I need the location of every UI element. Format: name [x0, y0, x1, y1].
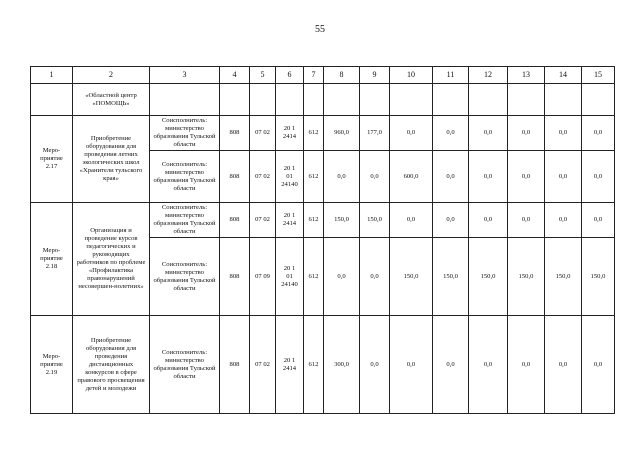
cell-c15: 0,0: [582, 116, 615, 151]
col-header-9: 9: [360, 67, 390, 84]
cell-c10: 0,0: [390, 203, 433, 238]
measure-id-line: 2.17: [45, 163, 58, 170]
code-line: 20 1: [283, 164, 296, 172]
measure-id: [31, 316, 73, 414]
cell-c10: 150,0: [390, 238, 433, 316]
continuation-empty: [31, 84, 73, 116]
code-line: 01: [286, 172, 293, 180]
code-line: 20 1: [283, 125, 296, 132]
col-header-8: 8: [324, 67, 360, 84]
cell-c14: 0,0: [545, 151, 582, 203]
code-line: 24140: [281, 280, 298, 288]
table-row: [31, 203, 615, 238]
cell-c6: [276, 316, 304, 414]
empty-cell: [276, 84, 304, 116]
code-line: 2414: [282, 220, 297, 227]
cell-c8: 0,0: [324, 238, 360, 316]
cell-c5: 07 02: [250, 116, 276, 151]
code-line: 01: [286, 272, 293, 280]
table-row: [31, 316, 615, 414]
measure-name: Организация и проведение курсов педагогических и руководящих работников по проблеме «Профилактика правонарушений несовершен-нолетних»: [73, 203, 150, 316]
cell-c7: 612: [304, 238, 324, 316]
cell-c11: 0,0: [433, 203, 469, 238]
continuation-name: «Областной центр «ПОМОЩЬ»: [73, 84, 150, 116]
cell-c14: 150,0: [545, 238, 582, 316]
code-line: 2414: [282, 133, 297, 140]
measure-id-line: 2.19: [45, 368, 58, 376]
page-number: 55: [315, 24, 325, 35]
cell-c14: 0,0: [545, 203, 582, 238]
budget-table: [30, 66, 615, 414]
cell-c9: 0,0: [360, 238, 390, 316]
code-line: 24140: [281, 180, 298, 188]
cell-c13: 0,0: [508, 151, 545, 203]
cell-c14: 0,0: [545, 116, 582, 151]
measure-id-line: Меро-: [42, 147, 61, 154]
col-header-6: 6: [276, 67, 304, 84]
measure-executor: Соисполнитель: министерство образования Тульской области: [150, 151, 220, 203]
cell-c7: 612: [304, 316, 324, 414]
table-row: [31, 116, 615, 151]
cell-c11: 150,0: [433, 238, 469, 316]
code-line: 20 1: [283, 212, 296, 219]
cell-c10: 0,0: [390, 116, 433, 151]
col-header-3: 3: [150, 67, 220, 84]
measure-name: Приобретение оборудования для проведения летних экологических школ «Хранители тульского края»: [73, 116, 150, 203]
empty-cell: [304, 84, 324, 116]
cell-c13: 0,0: [508, 116, 545, 151]
cell-c13: 0,0: [508, 316, 545, 414]
cell-c15: 0,0: [582, 316, 615, 414]
cell-c11: 0,0: [433, 116, 469, 151]
cell-c12: 0,0: [469, 316, 508, 414]
cell-c13: 0,0: [508, 203, 545, 238]
empty-cell: [390, 84, 433, 116]
code-line: 20 1: [283, 264, 296, 272]
col-header-4: 4: [220, 67, 250, 84]
cell-c9: 0,0: [360, 316, 390, 414]
measure-id-line: Меро-: [42, 247, 61, 254]
col-header-15: 15: [582, 67, 615, 84]
measure-id-line: приятие: [40, 255, 63, 262]
cell-c8: 150,0: [324, 203, 360, 238]
cell-c12: 150,0: [469, 238, 508, 316]
cell-c4: 808: [220, 116, 250, 151]
cell-c5: 07 02: [250, 151, 276, 203]
col-header-12: 12: [469, 67, 508, 84]
cell-c8: 0,0: [324, 151, 360, 203]
cell-c8: 960,0: [324, 116, 360, 151]
measure-name: Приобретение оборудования для проведения дистанционных конкурсов в сфере правового просвещения детей и молодежи: [73, 316, 150, 414]
col-header-11: 11: [433, 67, 469, 84]
measure-id: [31, 203, 73, 316]
cell-c4: 808: [220, 238, 250, 316]
cell-c12: 0,0: [469, 116, 508, 151]
cell-c6: [276, 116, 304, 151]
cell-c10: 600,0: [390, 151, 433, 203]
cell-c15: 0,0: [582, 203, 615, 238]
empty-cell: [220, 84, 250, 116]
empty-cell: [469, 84, 508, 116]
cell-c9: 0,0: [360, 151, 390, 203]
cell-c7: 612: [304, 203, 324, 238]
cell-c10: 0,0: [390, 316, 433, 414]
cell-c6: [276, 203, 304, 238]
cell-c4: 808: [220, 316, 250, 414]
cell-c12: 0,0: [469, 203, 508, 238]
cell-c14: 0,0: [545, 316, 582, 414]
empty-cell: [582, 84, 615, 116]
cell-c6: [276, 151, 304, 203]
cell-c5: 07 09: [250, 238, 276, 316]
empty-cell: [545, 84, 582, 116]
col-header-2: 2: [73, 67, 150, 84]
code-line: 20 1: [283, 356, 296, 364]
cell-c11: 0,0: [433, 316, 469, 414]
continuation-row: [31, 84, 615, 116]
empty-cell: [250, 84, 276, 116]
col-header-7: 7: [304, 67, 324, 84]
col-header-10: 10: [390, 67, 433, 84]
code-line: 2414: [282, 364, 297, 372]
col-header-5: 5: [250, 67, 276, 84]
measure-executor: Соисполнитель: министерство образования Тульской области: [150, 203, 220, 238]
measure-executor: Соисполнитель: министерство образования Тульской области: [150, 238, 220, 316]
cell-c12: 0,0: [469, 151, 508, 203]
cell-c9: 150,0: [360, 203, 390, 238]
cell-c15: 150,0: [582, 238, 615, 316]
cell-c9: 177,0: [360, 116, 390, 151]
measure-id-line: Меро-: [42, 352, 61, 360]
measure-id: [31, 116, 73, 203]
col-header-13: 13: [508, 67, 545, 84]
empty-cell: [360, 84, 390, 116]
cell-c8: 300,0: [324, 316, 360, 414]
cell-c4: 808: [220, 203, 250, 238]
empty-cell: [324, 84, 360, 116]
empty-cell: [433, 84, 469, 116]
measure-executor: Соисполнитель: министерство образования Тульской области: [150, 316, 220, 414]
column-number-row: [31, 67, 615, 84]
cell-c7: 612: [304, 116, 324, 151]
measure-id-line: приятие: [40, 155, 63, 162]
measure-executor: Соисполнитель: министерство образования Тульской области: [150, 116, 220, 151]
cell-c11: 0,0: [433, 151, 469, 203]
cell-c5: 07 02: [250, 203, 276, 238]
cell-c13: 150,0: [508, 238, 545, 316]
cell-c6: [276, 238, 304, 316]
empty-cell: [508, 84, 545, 116]
cell-c5: 07 02: [250, 316, 276, 414]
col-header-1: 1: [31, 67, 73, 84]
cell-c4: 808: [220, 151, 250, 203]
measure-id-line: 2.18: [45, 263, 58, 270]
measure-id-line: приятие: [40, 360, 63, 368]
empty-cell: [150, 84, 220, 116]
cell-c7: 612: [304, 151, 324, 203]
cell-c15: 0,0: [582, 151, 615, 203]
col-header-14: 14: [545, 67, 582, 84]
